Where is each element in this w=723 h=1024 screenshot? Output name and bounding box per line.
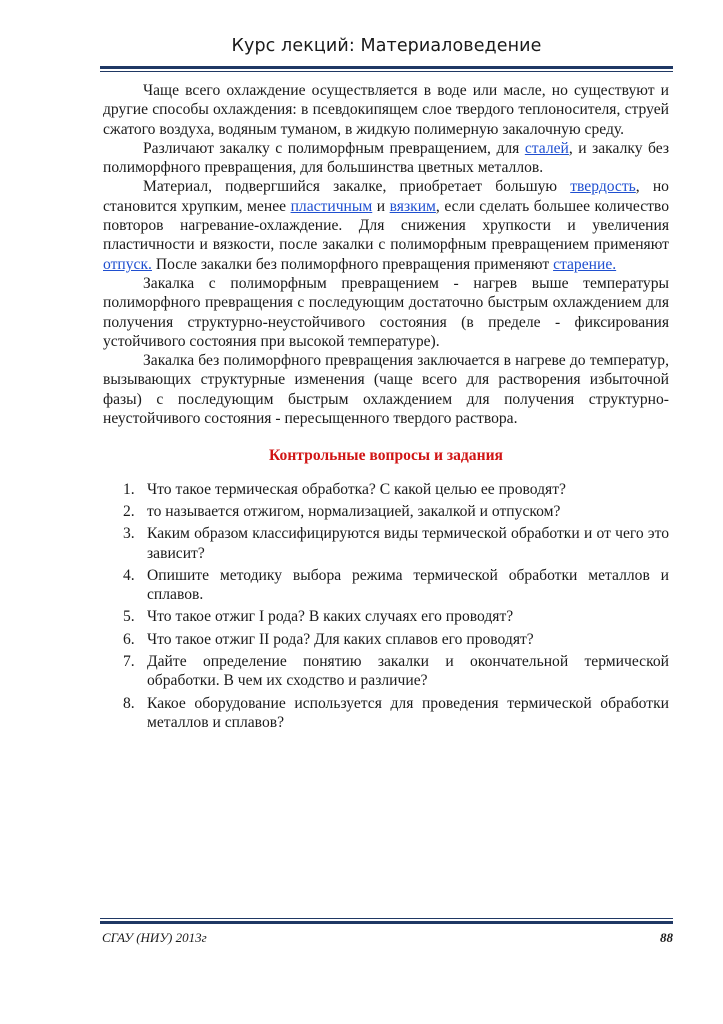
question-text: Опишите методику выбора режима термической обработки металлов и сплавов.: [147, 566, 669, 604]
question-text: Какое оборудование используется для проведения термической обработки металлов и сплавов?: [147, 694, 669, 731]
question-text: Что такое отжиг II рода? Для каких сплавов его проводят?: [147, 630, 534, 648]
question-number: 2.: [123, 502, 135, 520]
page-footer: [100, 918, 673, 946]
header-rule-thick: [100, 66, 673, 69]
question-number: 6.: [123, 630, 135, 648]
paragraph: [103, 139, 669, 178]
footer-institution: СГАУ (НИУ) 2013г: [102, 930, 207, 945]
question-item: [103, 607, 669, 626]
paragraph-text: Закалка с полиморфным превращением - нагрев выше температуры полиморфного превращения с последующим достаточно быстрым охлаждением для получения структурно-неустойчивого состояния (в пределе - фиксирования устойчивого состояния при высокой температуре).: [103, 274, 669, 350]
question-text: Каким образом классифицируются виды термической обработки и от чего это зависит?: [147, 525, 669, 562]
page-header: [100, 36, 673, 72]
paragraph: [103, 81, 669, 139]
footer-rule-thin: [100, 918, 673, 919]
paragraph-text: и: [372, 197, 390, 215]
question-number: 7.: [123, 653, 135, 671]
term-link[interactable]: вязким: [389, 197, 436, 215]
paragraph: [103, 274, 669, 351]
question-number: 1.: [123, 480, 135, 498]
question-number: 5.: [123, 608, 135, 626]
term-link[interactable]: твердость: [570, 178, 636, 196]
paragraph-text: Различают закалку с полиморфным превращением, для: [143, 139, 525, 157]
term-link[interactable]: сталей: [524, 139, 569, 157]
body-text: [103, 81, 669, 428]
question-item: [103, 694, 669, 733]
question-number: 4.: [123, 566, 135, 584]
question-item: [103, 502, 669, 521]
paragraph-text: , если сделать большее количество повторов нагревание-охлаждение. Для снижения хрупкости и увеличения пластичности и вязкости, после закалки с полиморфным превращением применяют: [103, 197, 669, 254]
term-link[interactable]: пластичным: [290, 197, 373, 215]
question-text: то называется отжигом, нормализацией, закалкой и отпуском?: [147, 502, 561, 520]
question-text: Что такое отжиг I рода? В каких случаях его проводят?: [147, 608, 514, 626]
paragraph-text: , но становится хрупким, менее: [103, 178, 669, 215]
header-rule-thin: [100, 71, 673, 72]
paragraph-text: , и закалку без полиморфного превращения, для большинства цветных металлов.: [103, 139, 669, 177]
question-text: Что такое термическая обработка? С какой целью ее проводят?: [147, 480, 566, 498]
question-item: [103, 652, 669, 691]
page-number: 88: [660, 930, 673, 945]
question-item: [103, 524, 669, 563]
paragraph: [103, 177, 669, 273]
term-link[interactable]: отпуск.: [103, 255, 152, 273]
paragraph-text: Закалка без полиморфного превращения заключается в нагреве до температур, вызывающих структурные изменения (чаще всего для растворения избыточной фазы) с последующим быстрым охлаждением для получения структурно-неустойчивого состояния - пересыщенного твердого раствора.: [103, 352, 669, 428]
page-content: [103, 81, 669, 735]
paragraph: [103, 351, 669, 428]
footer-row: [100, 930, 673, 946]
section-title: Контрольные вопросы и задания: [269, 447, 503, 465]
header-title: Курс лекций: Материаловедение: [231, 36, 542, 56]
paragraph-text: Чаще всего охлаждение осуществляется в воде или масле, но существуют и другие способы охлаждения: в псевдокипящем слое твердого теплоносителя, струей сжатого воздуха, водяным туманом, в жидкую полимерную закалочную среду.: [103, 82, 669, 138]
paragraph-text: Материал, подвергшийся закалке, приобретает большую: [143, 178, 571, 196]
question-item: [103, 630, 669, 649]
question-text: Дайте определение понятию закалки и окончательной термической обработки. В чем их сходство и различие?: [147, 653, 669, 690]
question-number: 3.: [123, 525, 135, 543]
paragraph-text: После закалки без полиморфного превращения применяют: [151, 255, 554, 273]
question-item: [103, 480, 669, 499]
question-item: [103, 566, 669, 605]
term-link[interactable]: старение.: [553, 255, 617, 273]
questions-list: [103, 480, 669, 733]
question-number: 8.: [123, 694, 135, 712]
footer-rule-thick: [100, 921, 673, 924]
